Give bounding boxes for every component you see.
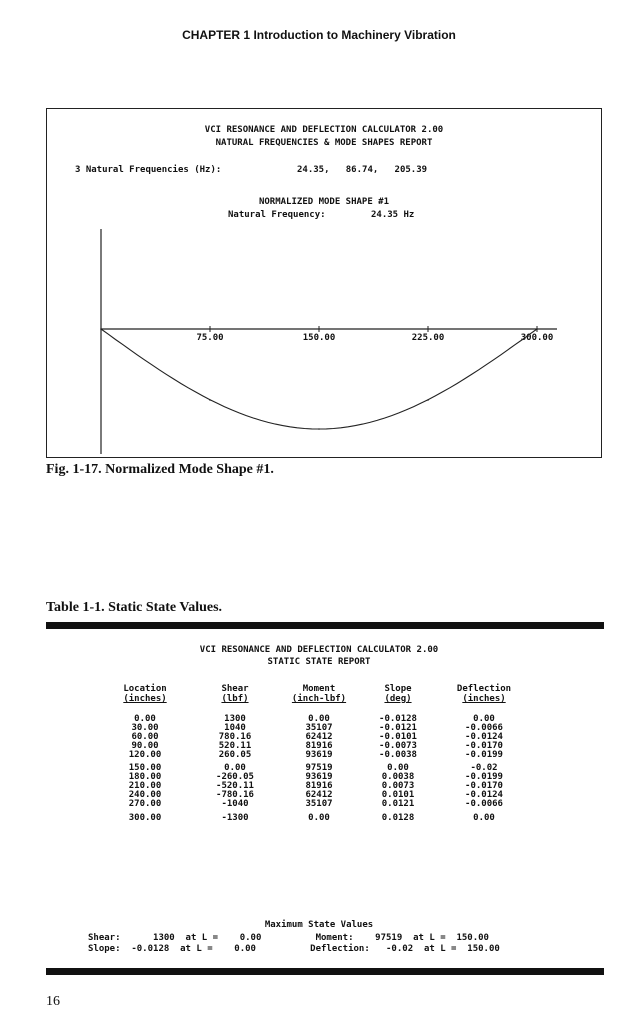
report-title: VCI RESONANCE AND DEFLECTION CALCULATOR 2.00 [199,645,439,655]
table-cell: 0.00 [473,813,495,823]
natural-frequency-value: 24.35 Hz [371,210,415,220]
table-cell: 62412 [305,790,333,800]
table-cell: 0.00 [387,763,409,773]
table-cell: 90.00 [131,741,159,751]
table-cell: 1300 [224,714,246,724]
column-units: (lbf) [221,694,249,704]
figure-frame [46,108,602,458]
column-units: (deg) [384,694,412,704]
table-cell: 210.00 [128,781,162,791]
table-cell: 35107 [305,723,333,733]
table-cell: -0.0066 [465,723,503,733]
table-cell: -260.05 [216,772,254,782]
table-cell: 35107 [305,799,333,809]
table-cell: 93619 [305,750,333,760]
table-cell: 1040 [224,723,246,733]
table-cell: 0.00 [224,763,246,773]
figure-title: VCI RESONANCE AND DEFLECTION CALCULATOR 2.00 [204,125,444,135]
mode-shape-point [100,328,102,330]
table-caption: Table 1-1. Static State Values. [46,600,223,615]
column-header: Deflection [456,684,512,694]
table-cell: -0.0038 [379,750,417,760]
page-number: 16 [46,994,60,1009]
x-tick-label: 150.00 [302,333,336,343]
natural-frequency-label: Natural Frequency: [228,210,326,220]
table-cell: 780.16 [218,732,252,742]
column-header: Moment [302,684,336,694]
page-header: CHAPTER 1 Introduction to Machinery Vibration [182,28,456,42]
table-cell: -0.0121 [379,723,417,733]
max-values-line-2: Slope: -0.0128 at L = 0.00 Deflection: -0.02 at L = 150.00 [88,944,500,954]
figure-subtitle: NATURAL FREQUENCIES & MODE SHAPES REPORT [215,138,433,148]
column-header: Slope [384,684,412,694]
table-cell: -1040 [221,799,249,809]
table-cell: -0.0124 [465,790,503,800]
mode-shape-chart [47,109,600,456]
mode-shape-point [536,328,538,330]
table-cell: 0.00 [308,813,330,823]
table-cell: 270.00 [128,799,162,809]
table-cell: 81916 [305,781,333,791]
mode-shape-point [427,399,429,401]
column-units: (inches) [462,694,506,704]
table-cell: -0.0199 [465,772,503,782]
table-cell: -0.0124 [465,732,503,742]
table-cell: 240.00 [128,790,162,800]
table-cell: -0.0199 [465,750,503,760]
static-state-table [0,684,638,824]
mode-shape-point [209,399,211,401]
table-cell: 520.11 [218,741,252,751]
figure-caption: Fig. 1-17. Normalized Mode Shape #1. [46,462,274,477]
table-cell: -780.16 [216,790,254,800]
table-cell: 97519 [305,763,333,773]
table-cell: -0.0128 [379,714,417,724]
table-cell: 0.0101 [381,790,415,800]
x-tick-label: 225.00 [411,333,445,343]
table-cell: 60.00 [131,732,159,742]
mode-shape-title: NORMALIZED MODE SHAPE #1 [258,197,390,207]
table-cell: 150.00 [128,763,162,773]
x-tick-label: 75.00 [196,333,224,343]
table-cell: 120.00 [128,750,162,760]
table-cell: -0.0073 [379,741,417,751]
report-subtitle: STATIC STATE REPORT [267,657,371,667]
table-cell: 0.0038 [381,772,415,782]
table-cell: -0.0170 [465,741,503,751]
table-cell: 93619 [305,772,333,782]
max-values-line-1: Shear: 1300 at L = 0.00 Moment: 97519 at L = 150.00 [88,933,489,943]
table-cell: 62412 [305,732,333,742]
table-cell: -0.0101 [379,732,417,742]
table-cell: -0.0066 [465,799,503,809]
bottom-rule [46,968,604,975]
table-cell: 0.00 [134,714,156,724]
table-cell: 81916 [305,741,333,751]
table-cell: 0.0128 [381,813,415,823]
column-units: (inches) [123,694,167,704]
frequency-label: 3 Natural Frequencies (Hz): [75,165,222,175]
table-cell: 0.0073 [381,781,415,791]
table-cell: -520.11 [216,781,254,791]
top-rule [46,622,604,629]
frequency-values: 24.35, 86.74, 205.39 [297,165,428,175]
column-header: Shear [221,684,249,694]
table-cell: 0.00 [308,714,330,724]
table-cell: 0.0121 [381,799,415,809]
table-cell: -0.02 [470,763,498,773]
table-cell: 300.00 [128,813,162,823]
column-header: Location [123,684,167,694]
column-units: (inch-lbf) [291,694,347,704]
table-cell: 30.00 [131,723,159,733]
mode-shape-line [101,329,537,429]
table-cell: 0.00 [473,714,495,724]
x-tick-label: 300.00 [520,333,554,343]
table-cell: -0.0170 [465,781,503,791]
table-cell: -1300 [221,813,249,823]
table-cell: 260.05 [218,750,252,760]
mode-shape-point [318,428,320,430]
max-values-title: Maximum State Values [264,920,374,930]
table-cell: 180.00 [128,772,162,782]
